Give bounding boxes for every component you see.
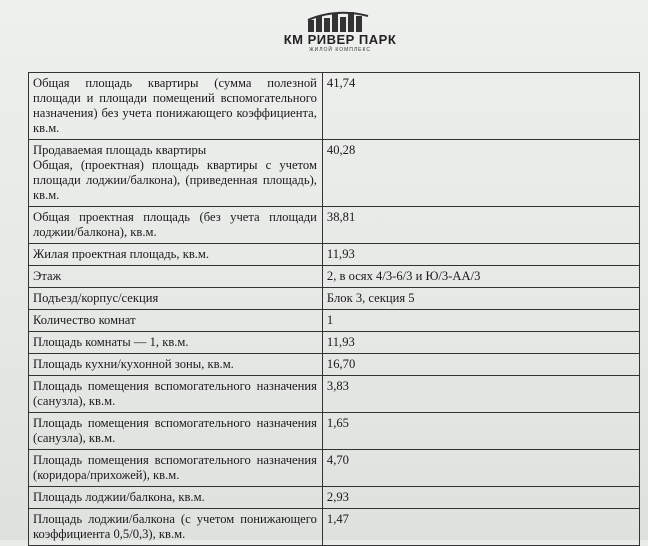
row-label: Общая проектная площадь (без учета площади лоджии/балкона), кв.м. — [29, 207, 323, 244]
row-value: 40,28 — [322, 140, 639, 207]
row-value: 2,93 — [322, 487, 639, 509]
row-value: Блок 3, секция 5 — [322, 288, 639, 310]
row-label-detail: Общая, (проектная) площадь квартиры с учетом площади лоджии/балкона), (приведенная площадь), кв.м. — [33, 158, 317, 202]
row-value: 16,70 — [322, 354, 639, 376]
table-row — [29, 332, 640, 354]
table-row — [29, 244, 640, 266]
row-label: Площадь помещения вспомогательного назначения (санузла), кв.м. — [29, 413, 323, 450]
row-value: 2, в осях 4/3-6/3 и Ю/3-АА/3 — [322, 266, 639, 288]
row-value: 4,70 — [322, 450, 639, 487]
building-logo-icon — [306, 10, 376, 32]
logo-title: КМ РИВЕР ПАРК — [283, 32, 397, 47]
apartment-specification-table — [28, 72, 640, 546]
table-row — [29, 73, 640, 140]
row-label: Подъезд/корпус/секция — [29, 288, 323, 310]
row-value: 1,65 — [322, 413, 639, 450]
row-label: Жилая проектная площадь, кв.м. — [29, 244, 323, 266]
table-row — [29, 354, 640, 376]
table-row — [29, 310, 640, 332]
table-row — [29, 487, 640, 509]
table-row — [29, 140, 640, 207]
row-value: 1 — [322, 310, 639, 332]
row-label: Площадь кухни/кухонной зоны, кв.м. — [29, 354, 323, 376]
row-label: Площадь лоджии/балкона (с учетом понижающего коэффициента 0,5/0,3), кв.м. — [29, 509, 323, 546]
table-row — [29, 288, 640, 310]
row-value: 41,74 — [322, 73, 639, 140]
table-row — [29, 376, 640, 413]
row-label: Продаваемая площадь квартиры — [33, 143, 207, 157]
table-row — [29, 207, 640, 244]
row-label: Площадь комнаты — 1, кв.м. — [29, 332, 323, 354]
logo-subtitle: ЖИЛОЙ КОМПЛЕКС — [309, 47, 371, 53]
row-label: Площадь помещения вспомогательного назначения (санузла), кв.м. — [29, 376, 323, 413]
table-row — [29, 450, 640, 487]
row-value: 11,93 — [322, 244, 639, 266]
row-label: Количество комнат — [29, 310, 323, 332]
table-row — [29, 413, 640, 450]
row-label: Общая площадь квартиры (сумма полезной площади и площади помещений вспомогательного назначения) без учета понижающего коэффициента, кв.м. — [29, 73, 323, 140]
row-label: Площадь лоджии/балкона, кв.м. — [29, 487, 323, 509]
table-row — [29, 266, 640, 288]
row-label-cell — [29, 140, 323, 207]
company-logo — [270, 8, 410, 53]
row-label: Этаж — [29, 266, 323, 288]
row-value: 1,47 — [322, 509, 639, 546]
row-value: 11,93 — [322, 332, 639, 354]
row-value: 3,83 — [322, 376, 639, 413]
row-value: 38,81 — [322, 207, 639, 244]
row-label: Площадь помещения вспомогательного назначения (коридора/прихожей), кв.м. — [29, 450, 323, 487]
